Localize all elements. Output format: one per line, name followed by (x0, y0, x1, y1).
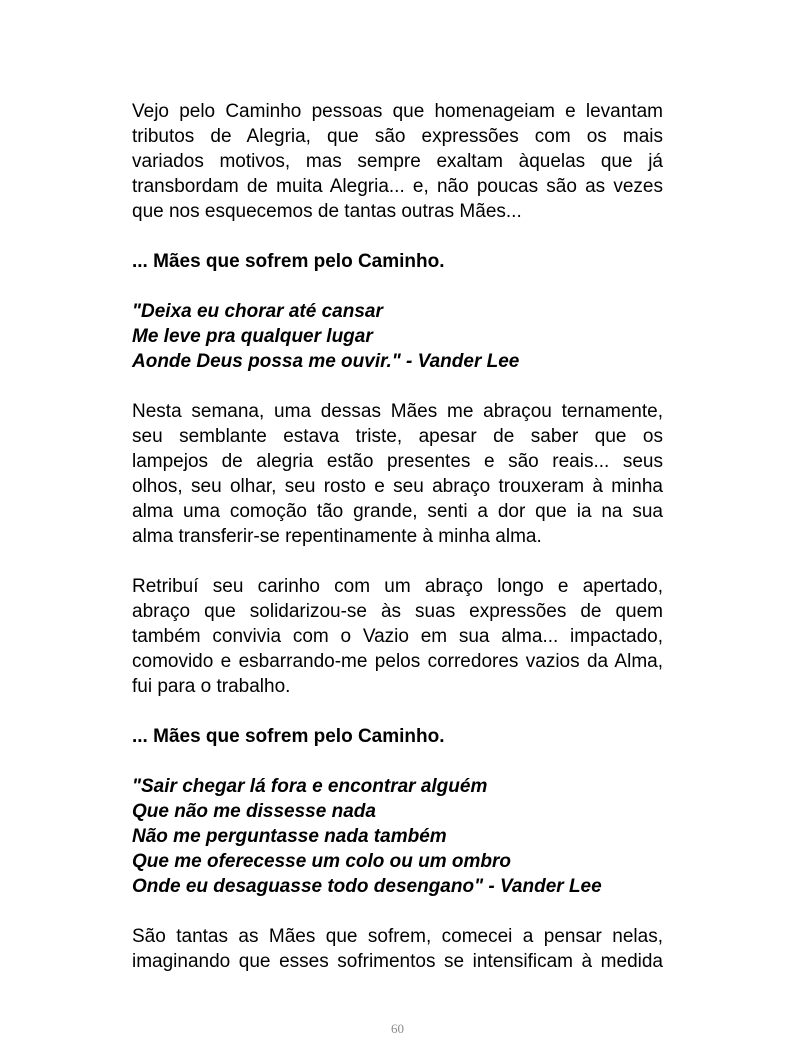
quote-line: Não me perguntasse nada também (132, 826, 447, 847)
paragraph-line: imaginando que esses sofrimentos se intensificam à medida (132, 951, 663, 972)
section-heading-2: ... Mães que sofrem pelo Caminho. (132, 726, 445, 747)
quote-line: Me leve pra qualquer lugar (132, 326, 373, 347)
quote-line: Aonde Deus possa me ouvir." - Vander Lee (132, 351, 520, 372)
paragraph-2 (132, 399, 663, 549)
paragraph-line: variados motivos, mas sempre exaltam àquelas que já (132, 151, 663, 172)
paragraph-line: alma transferir-se repentinamente à minha alma. (132, 526, 542, 547)
quote-line: Que não me dissesse nada (132, 801, 376, 822)
paragraph-line: seu semblante estava triste, apesar de saber que os (132, 426, 663, 447)
paragraph-line: transbordam de muita Alegria... e, não poucas são as vezes (132, 176, 663, 197)
paragraph-line: que nos esquecemos de tantas outras Mães... (132, 201, 522, 222)
paragraph-line: olhos, seu olhar, seu rosto e seu abraço trouxeram à minha (132, 476, 663, 497)
paragraph-line: tributos de Alegria, que são expressões com os mais (132, 126, 663, 147)
paragraph-line: Nesta semana, uma dessas Mães me abraçou ternamente, (132, 401, 663, 422)
quote-line: Que me oferecesse um colo ou um ombro (132, 851, 512, 872)
paragraph-line: Retribuí seu carinho com um abraço longo e apertado, (132, 576, 663, 597)
paragraph-line: comovido e esbarrando-me pelos corredores vazios da Alma, (132, 651, 663, 672)
document-page (132, 99, 663, 999)
section-heading-1: ... Mães que sofrem pelo Caminho. (132, 251, 445, 272)
quote-line: Onde eu desaguasse todo desengano" - Vander Lee (132, 876, 602, 897)
paragraph-line: também convivia com o Vazio em sua alma... impactado, (132, 626, 663, 647)
song-quote-2 (132, 774, 663, 899)
paragraph-line: abraço que solidarizou-se às suas expressões de quem (132, 601, 663, 622)
paragraph-line: alma uma comoção tão grande, senti a dor que ia na sua (132, 501, 663, 522)
song-quote-1 (132, 299, 663, 374)
paragraph-1 (132, 99, 663, 224)
paragraph-line: Vejo pelo Caminho pessoas que homenageiam e levantam (132, 101, 663, 122)
quote-line: "Sair chegar lá fora e encontrar alguém (132, 776, 488, 797)
paragraph-line: lampejos de alegria estão presentes e são reais... seus (132, 451, 663, 472)
paragraph-line: fui para o trabalho. (132, 676, 291, 697)
page-number: 60 (391, 1021, 404, 1036)
quote-line: "Deixa eu chorar até cansar (132, 301, 383, 322)
paragraph-3 (132, 574, 663, 699)
paragraph-4 (132, 924, 663, 974)
paragraph-line: São tantas as Mães que sofrem, comecei a pensar nelas, (132, 926, 663, 947)
